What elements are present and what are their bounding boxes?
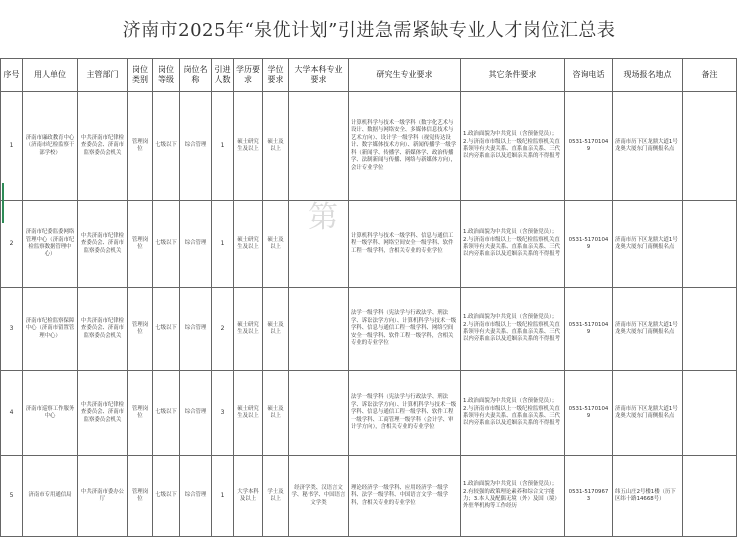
cell-grad-major: 理论经济学一级学科、应用经济学一级学科、法学一级学科、中国语言文学一级学科，含相关专业的专业学位 (349, 456, 461, 537)
header-cell: 岗位名称 (180, 59, 212, 92)
header-cell: 用人单位 (23, 59, 78, 92)
table-row (1, 371, 737, 456)
cell-place: 纬五山庄2号楼1楼（历下区纬十路14668号） (613, 456, 683, 537)
cell-category: 管理岗位 (128, 92, 153, 201)
cell-grad-major: 法学一级学科（宪法学与行政法学、刑法学、诉讼法学方向）、计算机科学与技术一级学科、信息与通信工程一级学科、网络空间安全一级学科、软件工程一级学科，含相关专业的专业学位 (349, 288, 461, 371)
cell-degree: 硕士及以上 (263, 92, 289, 201)
cell-edu: 硕士研究生及以上 (234, 92, 263, 201)
page-title: 济南市2025年“泉优计划”引进急需紧缺专业人才岗位汇总表 (122, 20, 616, 41)
header-cell: 引进人数 (212, 59, 234, 92)
cell-category: 管理岗位 (128, 456, 153, 537)
cell-place: 济南市历下区龙鼎大道1号龙奥大厦东门南侧报名点 (613, 92, 683, 201)
cell-phone: 0531-51709673 (565, 456, 613, 537)
cell-note (683, 456, 737, 537)
cell-ug-major (289, 201, 349, 288)
cell-post: 综合管理 (180, 371, 212, 456)
cell-phone: 0531-51701049 (565, 288, 613, 371)
cell-edu: 硕士研究生及以上 (234, 201, 263, 288)
positions-table (0, 58, 737, 537)
cell-edu: 硕士研究生及以上 (234, 371, 263, 456)
cell-place: 济南市历下区龙鼎大道1号龙奥大厦东门南侧报名点 (613, 201, 683, 288)
cell-degree: 硕士及以上 (263, 201, 289, 288)
cell-phone: 0531-51701049 (565, 201, 613, 288)
cell-level: 七级以下 (153, 456, 180, 537)
cell-note (683, 371, 737, 456)
table-row (1, 201, 737, 288)
cell-no: 1 (1, 92, 23, 201)
cell-ug-major (289, 371, 349, 456)
cell-edu: 大学本科及以上 (234, 456, 263, 537)
cell-count: 1 (212, 201, 234, 288)
cell-grad-major: 法学一级学科（宪法学与行政法学、刑法学、诉讼法学方向）、计算机科学与技术一级学科、信息与通信工程一级学科、软件工程一级学科、工商管理一级学科（会计学、审计学方向），含相关专业的专业学位 (349, 371, 461, 456)
cell-category: 管理岗位 (128, 371, 153, 456)
header-cell: 大学本科专业要求 (289, 59, 349, 92)
table-row (1, 92, 737, 201)
header-cell: 备注 (683, 59, 737, 92)
cell-no: 3 (1, 288, 23, 371)
header-cell: 岗位等级 (153, 59, 180, 92)
cell-note (683, 92, 737, 201)
table-row (1, 456, 737, 537)
selection-marker (2, 183, 4, 223)
cell-unit: 济南市专用通信局 (23, 456, 78, 537)
cell-place: 济南市历下区龙鼎大道1号龙奥大厦东门南侧报名点 (613, 371, 683, 456)
cell-place: 济南市历下区龙鼎大道1号龙奥大厦东门南侧报名点 (613, 288, 683, 371)
cell-level: 七级以下 (153, 92, 180, 201)
cell-unit: 济南市廉政教育中心（济南市纪检监察干部学校） (23, 92, 78, 201)
cell-degree: 学士及以上 (263, 456, 289, 537)
cell-no: 4 (1, 371, 23, 456)
cell-count: 1 (212, 92, 234, 201)
cell-degree: 硕士及以上 (263, 371, 289, 456)
cell-level: 七级以下 (153, 201, 180, 288)
cell-other: 1.政治面貌为中共党员（含预备党员）；2.与济南市市级以上一级纪检监察机关直系领导有夫妻关系、直系血亲关系、三代以内旁系血亲以及近姻亲关系的不得报考 (461, 371, 565, 456)
cell-post: 综合管理 (180, 288, 212, 371)
cell-post: 综合管理 (180, 92, 212, 201)
header-cell: 序号 (1, 59, 23, 92)
cell-grad-major: 计算机科学与技术一级学科（数字化艺术与设计、数据与网络安全、多媒体信息技术与艺术方向）、设计学一级学科（视觉传达设计、数字媒体技术方向）、新闻传播学一级学科（新闻学、传播学、新媒体学、政治传播学、法制新闻与传播、网络与新媒体方向），会计专业学位 (349, 92, 461, 201)
cell-dept: 中共济南市纪律检查委员会、济南市监察委员会机关 (78, 92, 128, 201)
cell-no: 5 (1, 456, 23, 537)
cell-count: 3 (212, 371, 234, 456)
cell-count: 2 (212, 288, 234, 371)
header-cell: 学历要求 (234, 59, 263, 92)
cell-degree: 硕士及以上 (263, 288, 289, 371)
cell-other: 1.政治面貌为中共党员（含预备党员）；2.与济南市市级以上一级纪检监察机关直系领导有夫妻关系、直系血亲关系、三代以内旁系血亲以及近姻亲关系的不得报考 (461, 201, 565, 288)
cell-ug-major (289, 92, 349, 201)
cell-unit: 济南市纪检监察保障中心（济南市留置管理中心） (23, 288, 78, 371)
cell-count: 1 (212, 456, 234, 537)
header-cell: 岗位类别 (128, 59, 153, 92)
cell-category: 管理岗位 (128, 201, 153, 288)
cell-post: 综合管理 (180, 201, 212, 288)
cell-edu: 硕士研究生及以上 (234, 288, 263, 371)
header-cell: 主管部门 (78, 59, 128, 92)
cell-other: 1.政治面貌为中共党员（含预备党员）；2.与济南市市级以上一级纪检监察机关直系领导有夫妻关系、直系血亲关系、三代以内旁系血亲以及近姻亲关系的不得报考 (461, 288, 565, 371)
table-row (1, 288, 737, 371)
page-watermark: 第 (308, 200, 338, 235)
cell-ug-major: 经济学类、汉语言文学、秘书学、中国语言文学类 (289, 456, 349, 537)
header-row (1, 59, 737, 92)
cell-unit: 济南市巡察工作服务中心 (23, 371, 78, 456)
cell-phone: 0531-51701049 (565, 92, 613, 201)
header-cell: 其它条件要求 (461, 59, 565, 92)
cell-grad-major: 计算机科学与技术一级学科、信息与通信工程一级学科、网络空间安全一级学科、软件工程一级学科，含相关专业的专业学位 (349, 201, 461, 288)
cell-post: 综合管理 (180, 456, 212, 537)
cell-dept: 中共济南市纪律检查委员会、济南市监察委员会机关 (78, 371, 128, 456)
cell-level: 七级以下 (153, 288, 180, 371)
cell-other: 1.政治面貌为中共党员（含预备党员）；2.与济南市市级以上一级纪检监察机关直系领导有夫妻关系、直系血亲关系、三代以内旁系血亲以及近姻亲关系的不得报考 (461, 92, 565, 201)
cell-dept: 中共济南市纪律检查委员会、济南市监察委员会机关 (78, 288, 128, 371)
cell-category: 管理岗位 (128, 288, 153, 371)
cell-ug-major (289, 288, 349, 371)
header-cell: 研究生专业要求 (349, 59, 461, 92)
cell-note (683, 288, 737, 371)
cell-unit: 济南市纪委监委网络管理中心（济南市纪检监察数据管理中心） (23, 201, 78, 288)
cell-level: 七级以下 (153, 371, 180, 456)
cell-other: 1.政治面貌为中共党员（含预备党员）；2.有较强的政策理论素养和综合文字能力；3.本人及配偶无境（外）及国（境）外驻华机构等工作经历 (461, 456, 565, 537)
header-cell: 现场报名地点 (613, 59, 683, 92)
cell-phone: 0531-51701049 (565, 371, 613, 456)
cell-dept: 中共济南市委办公厅 (78, 456, 128, 537)
header-cell: 咨询电话 (565, 59, 613, 92)
header-cell: 学位要求 (263, 59, 289, 92)
cell-note (683, 201, 737, 288)
cell-no: 2 (1, 201, 23, 288)
cell-dept: 中共济南市纪律检查委员会、济南市监察委员会机关 (78, 201, 128, 288)
